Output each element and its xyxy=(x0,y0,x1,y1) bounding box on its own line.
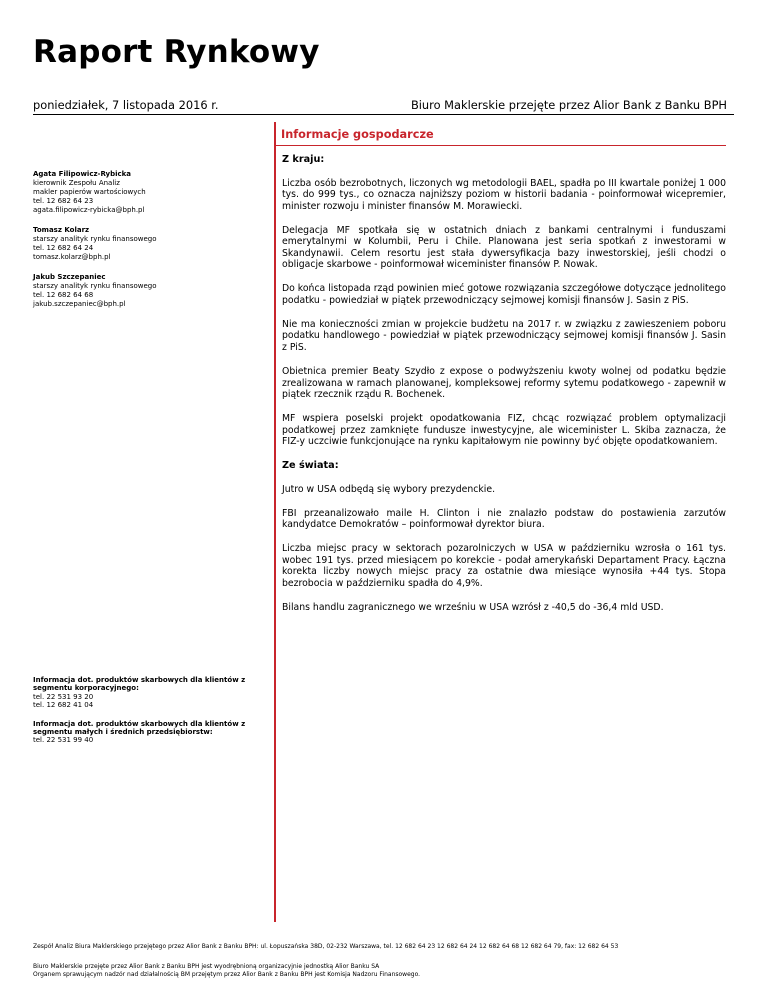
section-title: Informacje gospodarcze xyxy=(281,128,434,141)
contact-card xyxy=(33,273,265,309)
news-item: Liczba miejsc pracy w sektorach pozarolniczych w USA w październiku wzrosła o 161 tys. wobec 191 tys. przed miesiącem po korekcie - podał amerykański Departament Pracy. Łączna korekta liczby nowych miejsc pracy za ostatnie dwa miesiące wynosiła +44 tys. Stopa bezrobocia w październiku spadła do 4,9%. xyxy=(282,543,726,589)
contact-name: Agata Filipowicz-Rybicka xyxy=(33,170,132,178)
footer-address: Zespół Analiz Biura Maklerskiego przejętego przez Alior Bank z Banku BPH: ul. Łopuszańska 38D, 02-232 Warszawa, tel. 12 682 64 23 12 682 64 24 12 682 64 68 12 682 64 79, fax: 12 682 64 53 xyxy=(33,943,619,950)
info-block xyxy=(33,676,265,710)
contact-name: Jakub Szczepaniec xyxy=(33,273,106,281)
contact-email: tomasz.kolarz@bph.pl xyxy=(33,253,111,261)
footer-legal-line: Organem sprawującym nadzór nad działalnością BM przejętym przez Alior Bank z Banku BPH jest Komisja Nadzoru Finansowego. xyxy=(33,970,421,978)
contact-role: kierownik Zespołu Analiz xyxy=(33,179,120,187)
contact-card xyxy=(33,226,265,262)
analyst-contacts xyxy=(33,170,265,320)
news-item: Do końca listopada rząd powinien mieć gotowe rozwiązania szczegółowe dotyczące jednolitego podatku - powiedział w piątek przewodniczący sejmowej komisji finansów J. Sasin z PiS. xyxy=(282,283,726,306)
news-item: Nie ma konieczności zmian w projekcie budżetu na 2017 r. w związku z zawieszeniem poboru podatku handlowego - powiedział w piątek przewodniczący sejmowej komisji finansów J. Sasin z PiS. xyxy=(282,318,726,354)
news-item: Obietnica premier Beaty Szydło z expose o podwyższeniu kwoty wolnej od podatku będzie zrealizowana w ramach planowanej, kompleksowej reformy sytemu podatkowego - zapewnił w piątek rzecznik rządu R. Bochenek. xyxy=(282,365,726,401)
contact-role: starszy analityk rynku finansowego xyxy=(33,235,157,243)
news-item: Delegacja MF spotkała się w ostatnich dniach z bankami centralnymi i funduszami emerytalnymi w Kolumbii, Peru i Chile. Planowana jest seria spotkań z inwestorami w Skandynawii. Celem resortu jest stała dywersyfikacja bazy inwestorskiej, jeśli chodzi o obligacje skarbowe - poinformował wiceminister finansów P. Nowak. xyxy=(282,224,726,271)
report-header xyxy=(33,98,727,112)
contact-name: Tomasz Kolarz xyxy=(33,226,90,234)
contact-phone: tel. 12 682 64 24 xyxy=(33,244,94,252)
report-title: Raport Rynkowy xyxy=(33,34,320,70)
contact-email: jakub.szczepaniec@bph.pl xyxy=(33,300,126,308)
contact-email: agata.filipowicz-rybicka@bph.pl xyxy=(33,206,145,214)
header-divider xyxy=(33,114,734,115)
contact-phone: tel. 12 682 64 23 xyxy=(33,197,94,205)
treasury-products-info xyxy=(33,676,265,755)
section-divider xyxy=(275,145,726,146)
publisher-name: Biuro Maklerskie przejęte przez Alior Bank z Banku BPH xyxy=(410,98,727,112)
domestic-heading: Z kraju: xyxy=(282,154,325,165)
news-item: Jutro w USA odbędą się wybory prezydenckie. xyxy=(282,483,496,495)
footer-legal xyxy=(33,963,733,978)
info-phone: tel. 12 682 41 04 xyxy=(33,701,94,710)
info-phone: tel. 22 531 93 20 xyxy=(33,692,94,701)
report-date: poniedziałek, 7 listopada 2016 r. xyxy=(33,98,219,112)
info-heading: Informacja dot. produktów skarbowych dla klientów z segmentu korporacyjnego: xyxy=(33,676,246,693)
footer-legal-line: Biuro Maklerskie przejęte przez Alior Bank z Banku BPH jest wyodrębnioną organizacyjnie jednostką Alior Banku SA xyxy=(33,963,380,970)
news-column xyxy=(282,154,726,626)
info-phone: tel. 22 531 99 40 xyxy=(33,736,94,745)
info-block xyxy=(33,720,265,745)
news-item: Bilans handlu zagranicznego we wrześniu w USA wzrósł z -40,5 do -36,4 mld USD. xyxy=(282,601,664,613)
info-heading: Informacja dot. produktów skarbowych dla klientów z segmentu małych i średnich przedsiębiorstw: xyxy=(33,719,246,737)
contact-role: starszy analityk rynku finansowego xyxy=(33,282,157,290)
news-item: FBI przeanalizowało maile H. Clinton i nie znalazło podstaw do postawienia zarzutów kandydatce Demokratów – poinformował dyrektor biura. xyxy=(282,507,726,531)
column-divider xyxy=(274,122,276,922)
contact-role: makler papierów wartościowych xyxy=(33,188,146,196)
news-item: Liczba osób bezrobotnych, liczonych wg metodologii BAEL, spadła po III kwartale poniżej 1 000 tys. do 999 tys., co oznacza najniższy poziom w historii badania - poinformował wicepremier, minister rozwoju i minister finansów M. Morawiecki. xyxy=(282,177,726,212)
news-item: MF wspiera poselski projekt opodatkowania FIZ, chcąc rozwiązać problem optymalizacji podatkowej przez zamknięte fundusze inwestycyjne, ale wiceminister L. Skiba zaznacza, że FIZ-y uczciwie funkcjonujące na rynku kapitałowym nie powinny być objęte opodatkowaniem. xyxy=(282,412,726,448)
contact-card xyxy=(33,170,265,215)
contact-phone: tel. 12 682 64 68 xyxy=(33,291,94,299)
world-heading: Ze świata: xyxy=(282,460,339,472)
